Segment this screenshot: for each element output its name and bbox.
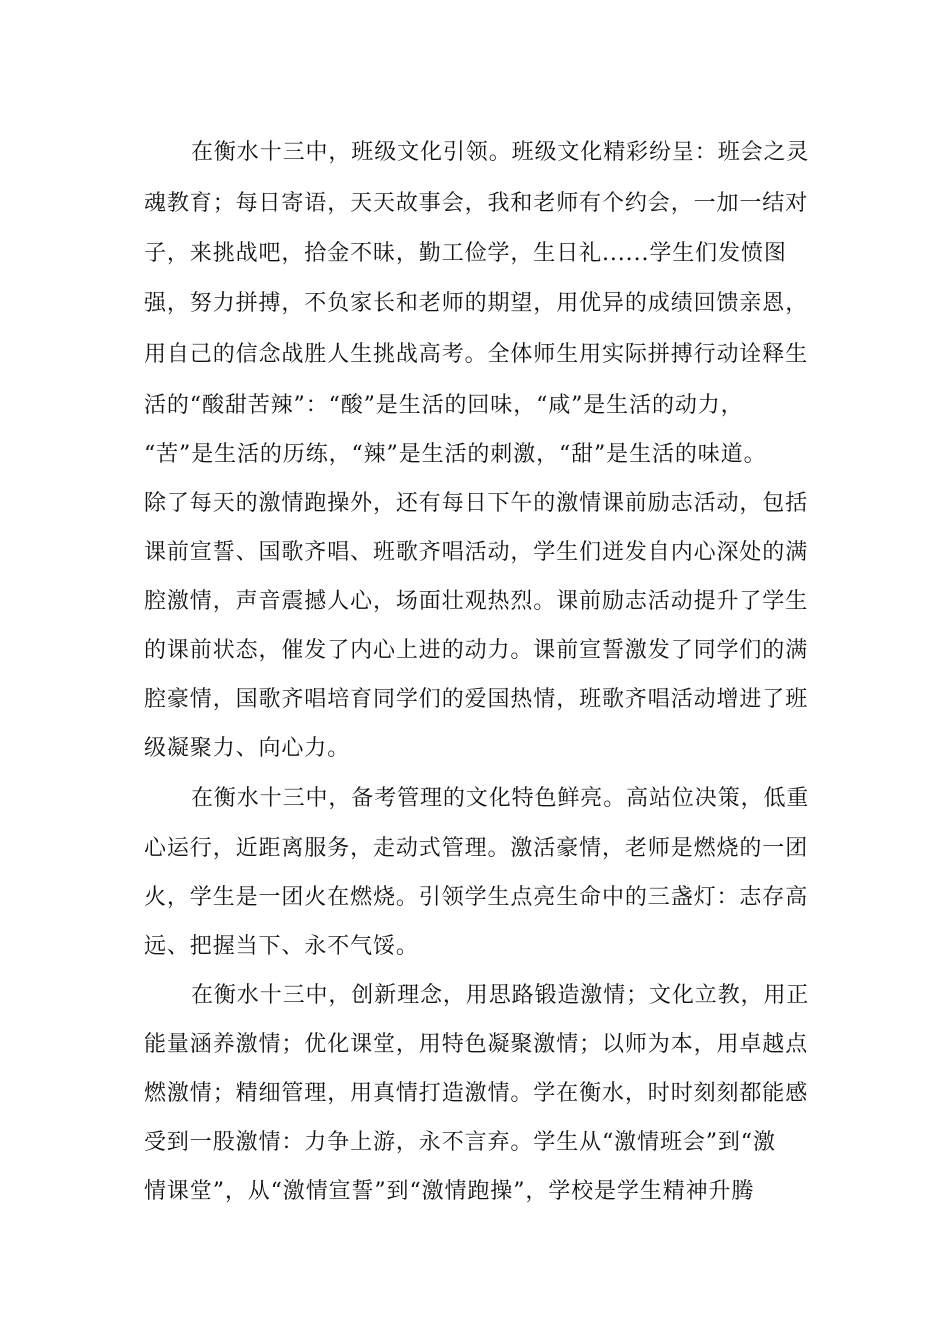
paragraph-3-line-1: 在衡水十三中，创新理念，用思路锻造激情；文化立教，用正: [191, 983, 810, 1008]
paragraph-1-line-10: 腔激情，声音震撼人心，场面壮观热烈。课前励志活动提升了学生: [144, 589, 809, 614]
paragraph-1-line-8: 除了每天的激情跑操外，还有每日下午的激情课前励志活动，包括: [144, 491, 809, 516]
paragraph-1-line-11: 的课前状态，催发了内心上进的动力。课前宣誓激发了同学们的满: [144, 638, 809, 663]
paragraph-1-line-6: 活的“酸甜苦辣”：“酸”是生活的回味，“咸”是生活的动力，: [144, 393, 744, 418]
paragraph-2-line-2: 心运行，近距离服务，走动式管理。激活豪情，老师是燃烧的一团: [144, 836, 809, 861]
paragraph-1-line-5: 用自己的信念战胜人生挑战高考。全体师生用实际拼搏行动诠释生: [144, 342, 809, 367]
paragraph-1-line-9: 课前宣誓、国歌齐唱、班歌齐唱活动，学生们迸发自内心深处的满: [144, 540, 809, 565]
paragraph-1-line-2: 魂教育；每日寄语，天天故事会，我和老师有个约会，一加一结对: [144, 191, 809, 216]
paragraph-1-line-7: “苦”是生活的历练，“辣”是生活的刺激，“甜”是生活的味道。: [144, 442, 767, 467]
paragraph-3-line-2: 能量涵养激情；优化课堂，用特色凝聚激情；以师为本，用卓越点: [144, 1032, 809, 1057]
paragraph-2-line-4: 远、把握当下、永不气馁。: [144, 934, 419, 959]
paragraph-3-line-5: 情课堂”，从“激情宣誓”到“激情跑操”，学校是学生精神升腾: [144, 1179, 755, 1204]
paragraph-1-line-1: 在衡水十三中，班级文化引领。班级文化精彩纷呈：班会之灵: [191, 140, 810, 165]
paragraph-1-line-12: 腔豪情，国歌齐唱培育同学们的爱国热情，班歌齐唱活动增进了班: [144, 687, 809, 712]
paragraph-2-line-3: 火，学生是一团火在燃烧。引领学生点亮生命中的三盏灯：志存高: [144, 885, 809, 910]
paragraph-2-line-1: 在衡水十三中，备考管理的文化特色鲜亮。高站位决策，低重: [191, 786, 810, 811]
paragraph-1-line-3: 子，来挑战吧，拾金不昧，勤工俭学，生日礼......学生们发愤图: [144, 241, 787, 266]
paragraph-3-line-3: 燃激情；精细管理，用真情打造激情。学在衡水，时时刻刻都能感: [144, 1081, 809, 1106]
paragraph-1-line-13: 级凝聚力、向心力。: [144, 736, 351, 761]
paragraph-1-line-4: 强，努力拼搏，不负家长和老师的期望，用优异的成绩回馈亲恩，: [144, 291, 809, 316]
paragraph-3-line-4: 受到一股激情：力争上游，永不言弃。学生从“激情班会”到“激: [144, 1130, 776, 1155]
